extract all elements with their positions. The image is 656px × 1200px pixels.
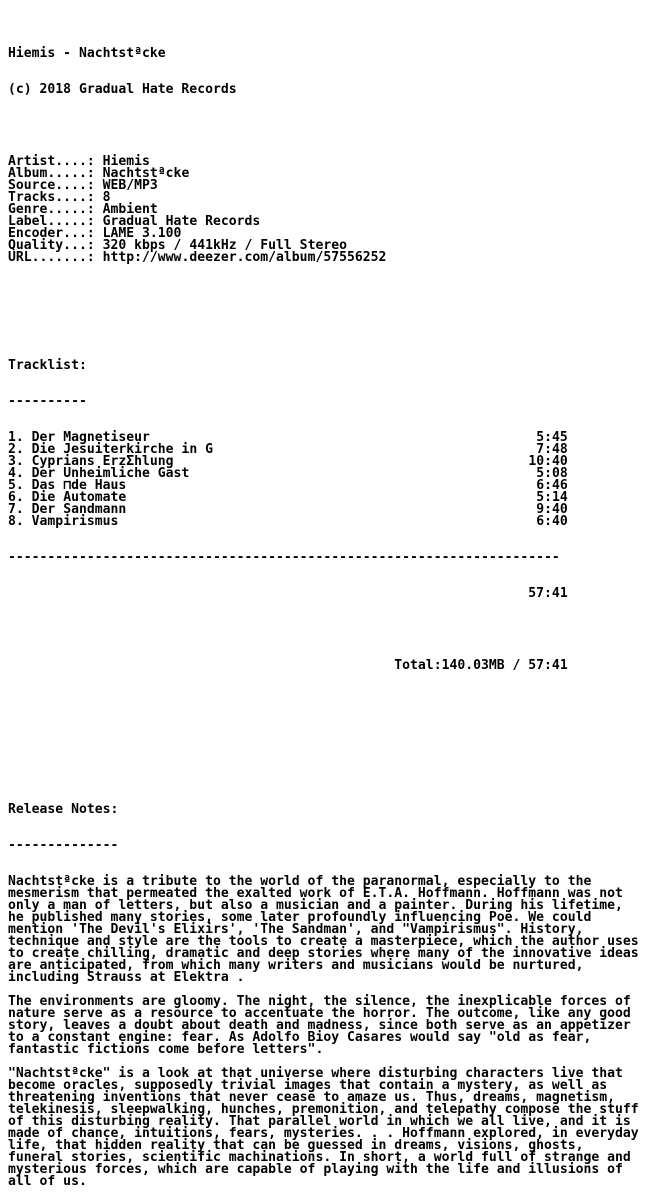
release-notes-paragraph — [8, 876, 639, 984]
track-number: 3. — [8, 454, 32, 469]
track-time: 5:08 — [536, 466, 568, 481]
info-value: 8 — [102, 190, 111, 205]
track-number: 6. — [8, 490, 32, 505]
track-title: Die Automate — [31, 490, 127, 505]
track-padding — [118, 514, 536, 529]
track-number: 1. — [8, 430, 32, 445]
notes-line: to create chilling, dramatic and deep stories where many of the innovative ideas — [8, 946, 639, 961]
track-list — [8, 432, 639, 528]
track-row — [8, 516, 639, 528]
track-number: 4. — [8, 466, 32, 481]
track-title: Der Unheimliche Gast — [31, 466, 190, 481]
info-key: Quality...: — [8, 238, 103, 253]
spacer — [8, 120, 639, 132]
track-time: 6:40 — [536, 514, 568, 529]
release-notes-body — [8, 876, 639, 1188]
info-value: WEB/MP3 — [102, 178, 158, 193]
track-time: 7:48 — [536, 442, 568, 457]
notes-line: mysterious forces, which are capable of playing with the life and illusions of — [8, 1162, 623, 1177]
total-size-and-time: Total:140.03MB / 57:41 — [8, 658, 568, 673]
info-key: Artist....: — [8, 154, 103, 169]
track-number: 5. — [8, 478, 32, 493]
track-number: 7. — [8, 502, 32, 517]
total-time: 57:41 — [8, 586, 568, 601]
track-time: 10:40 — [528, 454, 568, 469]
notes-line: The environments are gloomy. The night, the silence, the inexplicable forces of — [8, 994, 631, 1009]
release-notes-heading: Release Notes: — [8, 802, 119, 817]
track-title: Der Magnetiseur — [31, 430, 150, 445]
notes-line: Nachtstªcke is a tribute to the world of the paranormal, especially to the — [8, 874, 592, 889]
track-time: 9:40 — [536, 502, 568, 517]
nfo-document — [8, 24, 639, 1200]
info-key: URL.......: — [8, 250, 103, 265]
spacer — [8, 696, 639, 708]
notes-line: fantastic fictions come before letters". — [8, 1042, 324, 1057]
notes-line: "Nachtstªcke" is a look at that universe where disturbing characters live that — [8, 1066, 623, 1081]
notes-line: of this disturbing reality. That parallel world in which we all live, and it is — [8, 1114, 631, 1129]
spacer — [8, 1056, 639, 1068]
release-notes-paragraph — [8, 996, 639, 1056]
track-title: Das ⊓de Haus — [31, 478, 127, 493]
track-title: Cyprians ErzΣhlung — [31, 454, 174, 469]
notes-line: become oracles, supposedly trivial images that contain a mystery, as well as — [8, 1078, 608, 1093]
track-title: Vampirismus — [31, 514, 119, 529]
tracklist-underline: ---------- — [8, 394, 87, 409]
spacer — [8, 624, 639, 636]
spacer — [8, 324, 639, 336]
track-title: Die Jesuiterkirche in G — [31, 442, 213, 457]
info-value: LAME 3.100 — [102, 226, 182, 241]
tracklist-separator: ---------------------------------------------------------------------- — [8, 550, 560, 565]
spacer — [8, 732, 639, 744]
info-value: Gradual Hate Records — [102, 214, 261, 229]
info-value: http://www.deezer.com/album/57556252 — [102, 250, 387, 265]
notes-line: made of chance, intuitions, fears, mysteries. . . Hoffmann explored, in everyday — [8, 1126, 639, 1141]
track-time: 5:45 — [536, 430, 568, 445]
release-title: Hiemis - Nachtstªcke — [8, 46, 166, 61]
notes-line: nature serve as a resource to accentuate the horror. The outcome, like any good — [8, 1006, 631, 1021]
notes-line: telekinesis, sleepwalking, hunches, premonition, and telepathy compose the stuff — [8, 1102, 639, 1117]
track-title: Der Sandmann — [31, 502, 127, 517]
notes-line: to a constant engine: fear. As Adolfo Bioy Casares would say "old as fear, — [8, 1030, 592, 1045]
track-time: 6:46 — [536, 478, 568, 493]
info-value: 320 kbps / 441kHz / Full Stereo — [102, 238, 347, 253]
track-number: 8. — [8, 514, 32, 529]
notes-line: including Strauss at Elektra . — [8, 970, 245, 985]
info-block — [8, 156, 639, 264]
info-row — [8, 252, 639, 264]
notes-line: mention 'The Devil's Elixirs', 'The Sandman', and "Vampirismus". History, — [8, 922, 584, 937]
info-value: Hiemis — [102, 154, 150, 169]
info-key: Source....: — [8, 178, 103, 193]
notes-line: funeral stories, scientific machinations. In short, a world full of strange and — [8, 1150, 631, 1165]
notes-line: all of us. — [8, 1174, 87, 1189]
info-key: Album.....: — [8, 166, 103, 181]
info-key: Label.....: — [8, 214, 103, 229]
notes-line: life, that hidden reality that can be guessed in dreams, visions, ghosts, — [8, 1138, 584, 1153]
notes-line: he published many stories, some later profoundly influencing Poe. We could — [8, 910, 592, 925]
spacer — [8, 768, 639, 780]
release-notes-underline: -------------- — [8, 838, 119, 853]
notes-line: threatening inventions that never cease to amaze us. Thus, dreams, magnetism, — [8, 1090, 615, 1105]
notes-line: are anticipated, from which many writers and musicians would be nurtured, — [8, 958, 584, 973]
info-key: Genre.....: — [8, 202, 103, 217]
track-time: 5:14 — [536, 490, 568, 505]
notes-line: technique and style are the tools to create a masterpiece, which the author uses — [8, 934, 639, 949]
tracklist-heading: Tracklist: — [8, 358, 87, 373]
release-notes-paragraph — [8, 1068, 639, 1188]
copyright-line: (c) 2018 Gradual Hate Records — [8, 82, 237, 97]
spacer — [8, 288, 639, 300]
info-key: Tracks....: — [8, 190, 103, 205]
track-number: 2. — [8, 442, 32, 457]
info-key: Encoder...: — [8, 226, 103, 241]
spacer — [8, 984, 639, 996]
notes-line: story, leaves a doubt about death and madness, since both serve as an appetizer — [8, 1018, 631, 1033]
info-value: Ambient — [102, 202, 158, 217]
notes-line: only a man of letters, but also a musician and a painter. During his lifetime, — [8, 898, 623, 913]
info-value: Nachtstªcke — [102, 166, 190, 181]
notes-line: mesmerism that permeated the exalted work of E.T.A. Hoffmann. Hoffmann was not — [8, 886, 623, 901]
